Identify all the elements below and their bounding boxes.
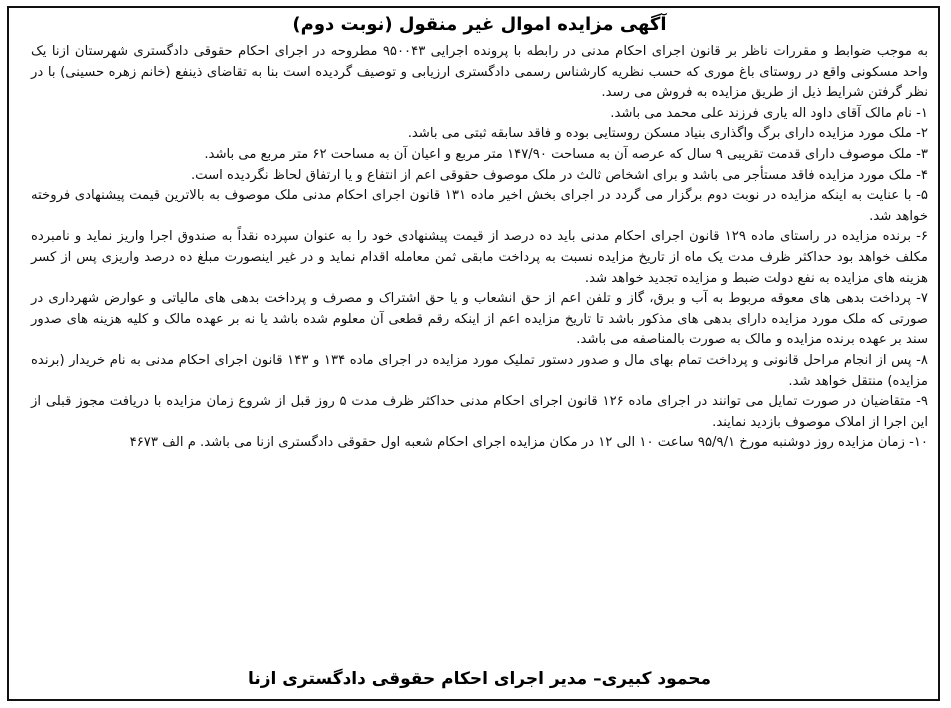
clause-10: ۱۰- زمان مزایده روز دوشنبه مورخ ۹۵/۹/۱ ساعت ۱۰ الی ۱۲ در مکان مزایده اجرای احکام شعبه اول حقوقی دادگستری ازنا می باشد. م الف ۴۶۷۳ — [129, 435, 928, 451]
signature-line: محمود کبیری– مدیر اجرای احکام حقوقی دادگستری ازنا — [248, 669, 711, 689]
clause-6: ۶- برنده مزایده در راستای ماده ۱۲۹ قانون اجرای احکام مدنی باید ده درصد از قیمت پیشنهادی خود را به عنوان سپرده نقداً به صندوق اجرا واریز نماید و نامبرده مکلف خواهد بود حداکثر ظرف مدت یک ماه از تاریخ مزایده نسبت به پرداخت مابقی ثمن معامله اقدام نماید و در غیر اینصورت مبلغ ده درصد واریزی پس از کسر هزینه های مزایده به نفع دولت ضبط و مزایده تجدید خواهد شد. — [31, 229, 928, 286]
clause-1: ۱- نام مالک آقای داود اله یاری فرزند علی محمد می باشد. — [610, 105, 928, 121]
notice-title: آگهی مزایده اموال غیر منقول (نوبت دوم) — [292, 14, 667, 35]
notice-content — [31, 14, 928, 691]
clause-5: ۵- با عنایت به اینکه مزایده در نوبت دوم برگزار می گردد در اجرای بخش اخیر ماده ۱۳۱ قانون اجرای احکام مدنی ملک موصوف به بالاترین قیمت پیشنهادی فروخته خواهد شد. — [31, 188, 929, 224]
clause-3: ۳- ملک موصوف دارای قدمت تقریبی ۹ سال که عرصه آن به مساحت ۱۴۷/۹۰ متر مربع و اعیان آن به مساحت ۶۲ متر مربع می باشد. — [204, 146, 928, 162]
clause-7: ۷- پرداخت بدهی های معوقه مربوط به آب و برق، گاز و تلفن اعم از حق انشعاب و یا حق اشتراک و مصرف و پرداخت بدهی های مالیاتی و عوارض شهرداری در صورتی که ملک مورد مزایده دارای بدهی های مذکور باشد تا تاریخ مزایده اعم از اینکه رقم قطعی آن معلوم شده باشد یا نه بر عهده مالک و کلیه هزینه های صدور سند بر عهده برنده مزایده و مالک به صورت بالمناصفه می باشد. — [31, 291, 928, 348]
clause-2: ۲- ملک مورد مزایده دارای برگ واگذاری بنیاد مسکن روستایی بوده و فاقد سابقه ثبتی می باشد. — [407, 126, 928, 142]
clause-4: ۴- ملک مورد مزایده فاقد مستأجر می باشد و برای اشخاص ثالث در ملک موصوف حقوقی اعم از انتفاع و یا ارتفاق لحاظ نگردیده است. — [190, 167, 928, 183]
notice-frame — [7, 6, 940, 701]
intro-paragraph: به موجب ضوابط و مقررات ناظر بر قانون اجرای احکام مدنی در رابطه با پرونده اجرایی ۹۵۰۰۴۳ مطروحه در اجرای احکام حقوقی دادگستری شهرستان ازنا یک واحد مسکونی واقع در روستای باغ موری که حسب نظریه کارشناس رسمی دادگستری ارزیابی و توصیف گردیده است بنا به تقاضای ذینفع (خانم زهره حسینی) با در نظر گرفتن شرایط ذیل از طریق مزایده به فروش می رسد. — [31, 44, 929, 101]
clause-9: ۹- متقاضیان در صورت تمایل می توانند در اجرای ماده ۱۲۶ قانون اجرای احکام مدنی حداکثر ظرف مدت ۵ روز قبل از شروع زمان مزایده با دریافت مجوز قبلی از این اجرا از املاک موصوف بازدید نمایند. — [31, 394, 928, 430]
clause-8: ۸- پس از انجام مراحل قانونی و پرداخت تمام بهای مال و صدور دستور تملیک مورد مزایده در اجرای ماده ۱۳۴ و ۱۴۳ قانون اجرای احکام مدنی به نام خریدار (برنده مزایده) منتقل خواهد شد. — [31, 352, 928, 389]
notice-body — [31, 42, 928, 454]
